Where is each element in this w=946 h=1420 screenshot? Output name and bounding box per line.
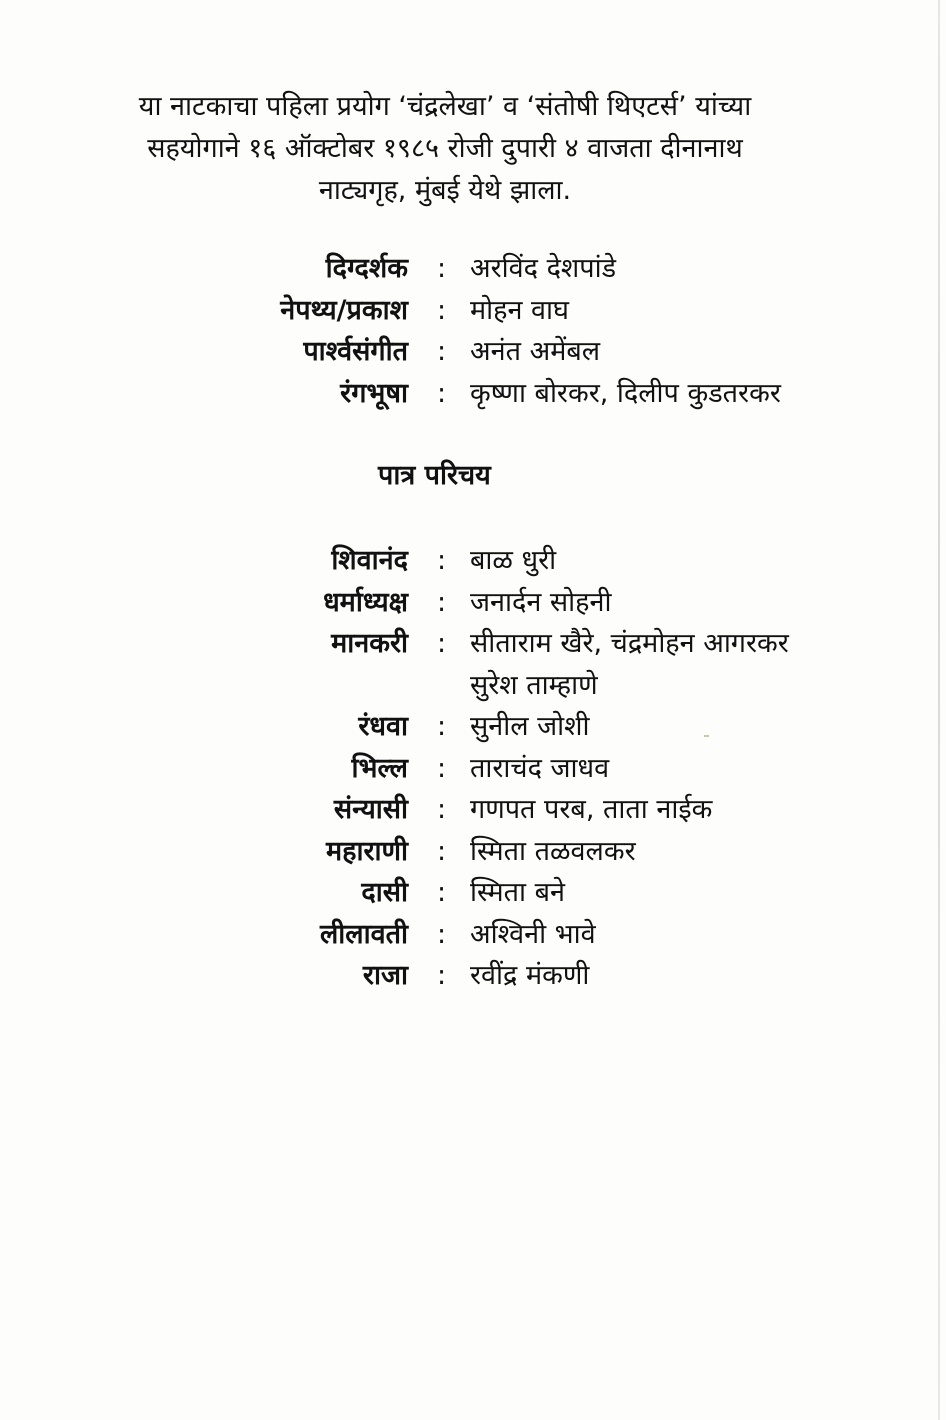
credit-name: अरविंद देशपांडे <box>470 253 617 284</box>
premiere-note-line: या नाटकाचा पहिला प्रयोग ‘चंद्रलेखा’ व ‘संतोषी थिएटर्स’ यांच्या <box>138 91 752 122</box>
cast-row <box>0 955 946 997</box>
credit-separator: : <box>437 253 447 284</box>
cast-role: दासी <box>361 877 408 908</box>
cast-actor: गणपत परब, ताता नाईक <box>470 794 713 825</box>
paper-speck <box>704 735 709 737</box>
cast-separator: : <box>437 628 447 659</box>
credit-separator: : <box>437 377 447 409</box>
credit-separator: : <box>437 294 447 326</box>
cast-heading: पात्र परिचय <box>378 460 491 491</box>
cast-separator: : <box>437 586 447 618</box>
credit-separator: : <box>437 336 447 367</box>
cast-separator: : <box>437 960 447 991</box>
cast-actor: बाळ धुरी <box>470 545 557 576</box>
cast-row <box>0 748 946 790</box>
cast-actor: स्मिता तळवलकर <box>470 835 636 867</box>
credit-role: दिग्दर्शक <box>325 253 408 284</box>
cast-separator: : <box>437 835 447 867</box>
cast-row <box>0 914 946 956</box>
premiere-note-line: नाट्यगृह, मुंबई येथे झाला. <box>318 175 572 206</box>
cast-actor: स्मिता बने <box>470 877 566 908</box>
cast-row <box>0 706 946 748</box>
credit-name: कृष्णा बोरकर, दिलीप कुडतरकर <box>470 377 781 409</box>
cast-actor: जनार्दन सोहनी <box>470 586 612 618</box>
cast-separator: : <box>437 918 447 950</box>
cast-actor: सुरेश ताम्हाणे <box>470 669 598 701</box>
cast-role: लीलावती <box>320 918 408 950</box>
cast-actor: अश्विनी भावे <box>470 918 596 950</box>
credit-row <box>0 373 946 415</box>
cast-role: रंधवा <box>358 711 408 742</box>
cast-role: राजा <box>362 960 408 991</box>
cast-separator: : <box>437 877 447 908</box>
cast-row <box>0 623 946 665</box>
production-credits <box>0 248 946 414</box>
credit-row <box>0 290 946 332</box>
cast-row-continuation <box>0 665 946 707</box>
cast-role: महाराणी <box>325 835 408 867</box>
cast-row <box>0 540 946 582</box>
credit-role: पार्श्वसंगीत <box>303 336 408 367</box>
credit-role: रंगभूषा <box>340 377 408 409</box>
cast-role: धर्माध्यक्ष <box>323 586 408 618</box>
cast-row <box>0 789 946 831</box>
credit-name: मोहन वाघ <box>470 294 570 326</box>
cast-separator: : <box>437 545 447 576</box>
cast-actor: रवींद्र मंकणी <box>470 960 590 991</box>
credit-role: नेपथ्य/प्रकाश <box>280 294 408 326</box>
cast-actor: सीताराम खैरे, चंद्रमोहन आगरकर <box>470 628 789 659</box>
credit-row <box>0 248 946 290</box>
cast-role: शिवानंद <box>331 545 408 576</box>
cast-actor: सुनील जोशी <box>470 711 590 742</box>
cast-role: संन्यासी <box>333 794 408 825</box>
credit-name: अनंत अमेंबल <box>470 336 601 367</box>
cast-list <box>0 540 946 997</box>
cast-separator: : <box>437 752 447 784</box>
cast-row <box>0 582 946 624</box>
credit-row <box>0 331 946 373</box>
cast-row <box>0 831 946 873</box>
cast-role: भिल्ल <box>351 752 408 784</box>
cast-role: मानकरी <box>331 628 408 659</box>
cast-separator: : <box>437 794 447 825</box>
premiere-note <box>100 86 790 212</box>
cast-separator: : <box>437 711 447 742</box>
premiere-note-line: सहयोगाने १६ ऑक्टोबर १९८५ रोजी दुपारी ४ वाजता दीनानाथ <box>147 133 743 164</box>
cast-actor: ताराचंद जाधव <box>470 752 610 784</box>
cast-row <box>0 872 946 914</box>
